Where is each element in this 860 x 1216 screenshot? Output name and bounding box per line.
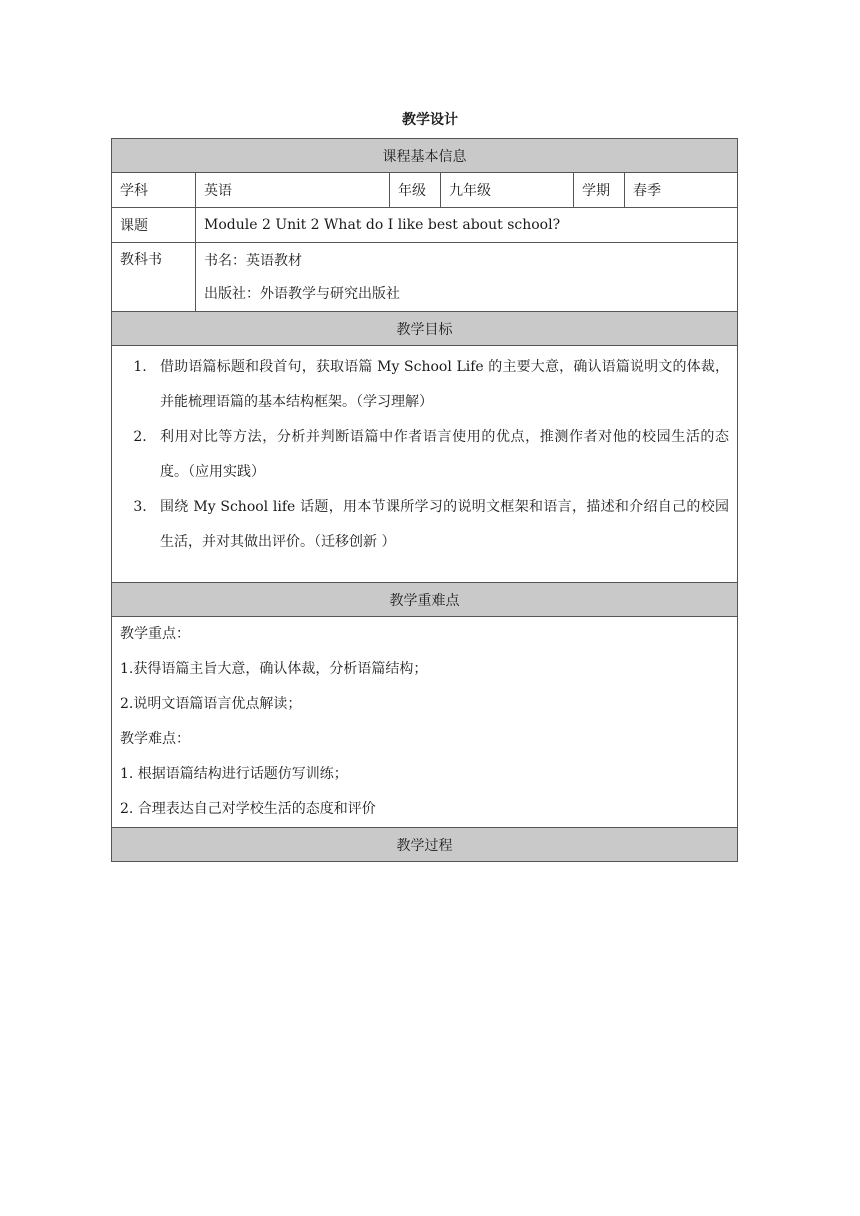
key-points-heading: 教学重点：: [120, 626, 190, 642]
grade-value: 九年级: [441, 173, 574, 208]
term-label: 学期: [574, 173, 625, 208]
objective-item: [120, 350, 729, 420]
subject-label: 学科: [112, 173, 196, 208]
term-value: 春季: [625, 173, 738, 208]
topic-value: Module 2 Unit 2 What do I like best about school?: [196, 208, 738, 243]
process-header: 教学过程: [112, 828, 738, 862]
textbook-publisher: 出版社：外语教学与研究出版社: [204, 286, 400, 302]
key-point-item: 2.说明文语篇语言优点解读；: [120, 696, 302, 712]
difficult-point-item: 1. 根据语篇结构进行话题仿写训练；: [120, 766, 348, 782]
textbook-label: 教科书: [112, 243, 196, 312]
difficult-points-heading: 教学难点：: [120, 731, 190, 747]
objectives-content: [112, 346, 738, 583]
objectives-header: 教学目标: [112, 312, 738, 346]
objective-number: 1.: [133, 359, 147, 375]
grade-label: 年级: [390, 173, 441, 208]
document-title: 教学设计: [402, 112, 458, 128]
objective-text: 利用对比等方法，分析并判断语篇中作者语言使用的优点，推测作者对他的校园生活的态度。（应用实践）: [160, 429, 730, 480]
basic-info-header: 课程基本信息: [112, 139, 738, 173]
textbook-info: [196, 243, 738, 312]
objectives-list: [120, 346, 729, 570]
objective-item: [120, 490, 729, 560]
objective-text: 借助语篇标题和段首句，获取语篇 My School Life 的主要大意，确认语篇说明文的体裁，并能梳理语篇的基本结构框架。（学习理解）: [160, 359, 730, 410]
key-points-header: 教学重难点: [112, 583, 738, 617]
subject-value: 英语: [196, 173, 390, 208]
textbook-name: 书名：英语教材: [204, 253, 302, 269]
lesson-plan-table: [111, 138, 738, 862]
objective-number: 3.: [133, 499, 147, 515]
objective-text: 围绕 My School life 话题，用本节课所学习的说明文框架和语言，描述和介绍自己的校园生活，并对其做出评价。（迁移创新 ）: [160, 499, 730, 550]
difficult-point-item: 2. 合理表达自己对学校生活的态度和评价: [120, 801, 376, 817]
topic-label: 课题: [112, 208, 196, 243]
key-point-item: 1.获得语篇主旨大意，确认体裁，分析语篇结构；: [120, 661, 428, 677]
objective-number: 2.: [133, 429, 147, 445]
objective-item: [120, 420, 729, 490]
key-points-content: [112, 617, 738, 828]
